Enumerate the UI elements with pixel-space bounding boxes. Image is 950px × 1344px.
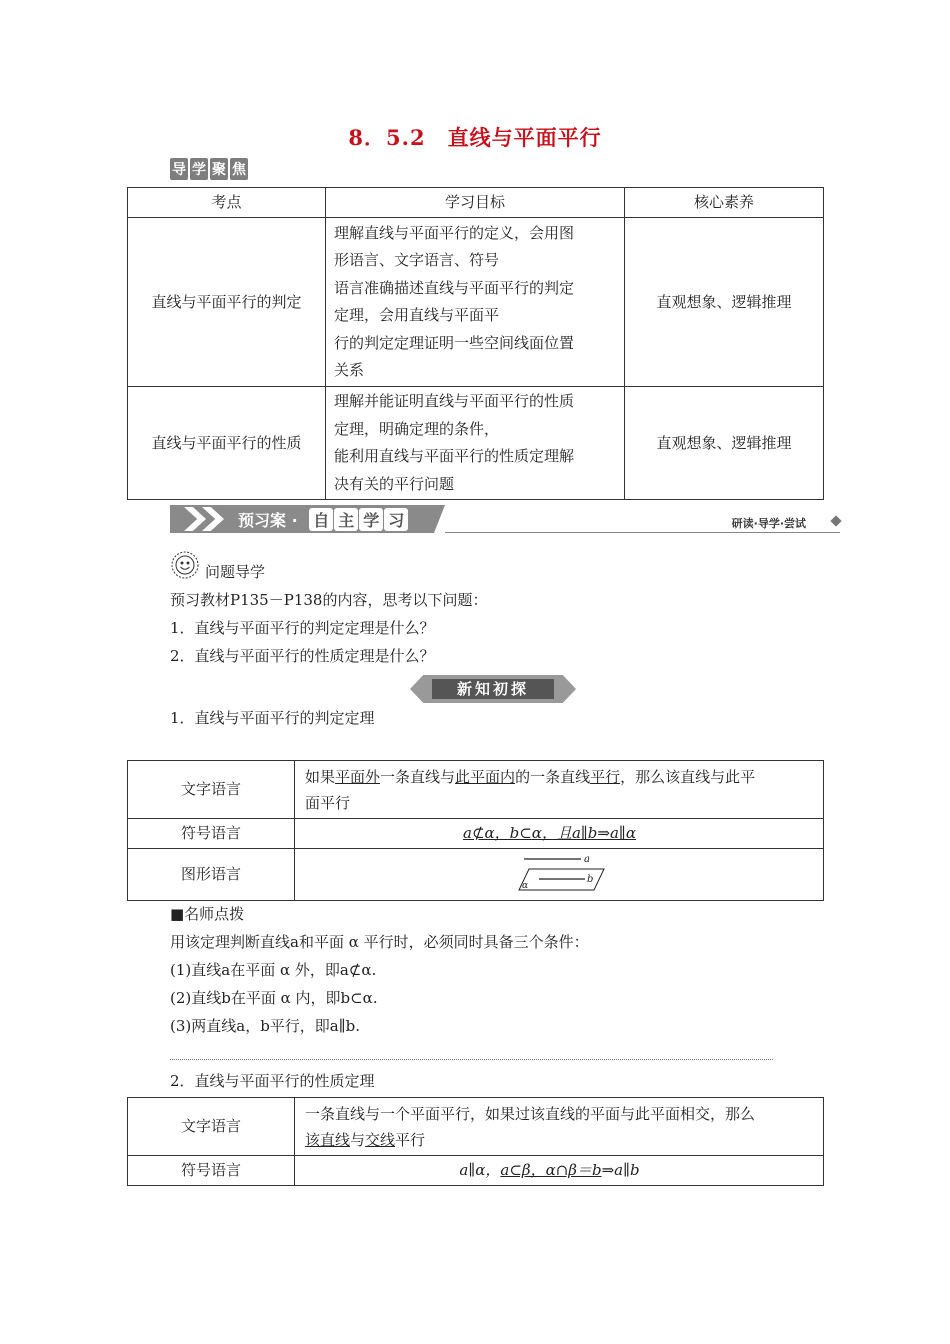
question-2: 2．直线与平面平行的性质定理是什么？ [170,647,435,665]
tips-condition-3: (3)两直线a，b平行，即a∥b. [170,1017,361,1035]
text-language-line2: 该直线与交线平行 [305,1130,426,1149]
figure-language-label: 图形语言 [128,849,295,901]
symbol-language-value: a∥α，a⊂β，α∩β＝b⇒a∥b [295,1156,824,1186]
topic-cell: 直线与平面平行的判定 [128,218,326,387]
goal-line: 理解并能证明直线与平面平行的性质 [334,392,575,410]
badge-char: 聚 [210,158,228,180]
tips-intro: 用该定理判断直线a和平面 α 平行时，必须同时具备三个条件： [170,933,589,951]
question-guide-label: 问题导学 [205,563,266,581]
section-badge [170,158,250,180]
preview-banner [170,503,840,535]
banner-underline [445,532,840,533]
literacy-cell: 直观想象、逻辑推理 [625,387,824,500]
goal-line: 能利用直线与平面平行的性质定理解 [334,447,575,465]
goals-table [127,187,824,500]
header-topic: 考点 [128,188,326,218]
literacy-cell: 直观想象、逻辑推理 [625,218,824,387]
page-title: 8．5.2 直线与平面平行 [348,125,602,150]
goal-line: 决有关的平行问题 [334,474,455,493]
question-guide-intro: 预习教材P135－P138的内容，思考以下问题： [170,591,488,609]
text-language-label: 文字语言 [128,1098,295,1156]
text-language-label: 文字语言 [128,761,295,819]
badge-char: 导 [170,158,188,180]
goal-line: 形语言、文字语言、符号 [334,251,500,269]
smiley-icon [170,550,200,584]
tips-heading: ■名师点拨 [170,905,245,923]
goal-line: 关系 [334,361,365,379]
tips-condition-1: (1)直线a在平面 α 外，即a⊄α. [170,961,377,979]
figure-cell [295,849,824,901]
banner-label: 新知初探 [432,679,554,699]
text-language-cell [295,761,824,819]
symbol-language-label: 符号语言 [128,819,295,849]
header-literacy: 核心素养 [625,188,824,218]
goal-cell [326,387,625,500]
text-language-line2: 面平行 [305,793,351,812]
dotted-divider [170,1059,773,1060]
theorem1-heading: 1．直线与平面平行的判定定理 [170,709,375,727]
text-language-line1: 如果平面外一条直线与此平面内的一条直线平行，那么该直线与此平 [305,767,756,786]
badge-char: 焦 [230,158,248,180]
new-knowledge-banner [410,675,576,703]
symbol-language-label: 符号语言 [128,1156,295,1186]
text-language-line1: 一条直线与一个平面平行，如果过该直线的平面与此平面相交，那么 [305,1104,756,1123]
banner-title: 预习案 · 自 主 学 习 [238,508,408,531]
theorem2-heading: 2．直线与平面平行的性质定理 [170,1072,375,1090]
symbol-language-value: a⊄α，b⊂α，且a∥b⇒a∥α [295,819,824,849]
figure-label-b: b [587,873,594,885]
line-plane-figure [509,852,609,898]
diamond-icon [830,515,841,526]
goal-cell [326,218,625,387]
goal-line: 定理，会用直线与平面平 [334,306,500,324]
goal-line: 理解直线与平面平行的定义，会用图 [334,223,575,242]
theorem1-table [127,760,824,901]
goal-line: 语言准确描述直线与平面平行的判定 [334,278,575,297]
question-1: 1．直线与平面平行的判定定理是什么？ [170,619,435,637]
topic-cell: 直线与平面平行的性质 [128,387,326,500]
theorem2-table [127,1097,824,1186]
figure-label-alpha: α [522,880,529,891]
badge-char: 学 [190,158,208,180]
header-goal: 学习目标 [326,188,625,218]
figure-label-a: a [584,853,590,865]
text-language-cell [295,1098,824,1156]
goal-line: 定理，明确定理的条件， [334,419,500,438]
tips-condition-2: (2)直线b在平面 α 内，即b⊂α. [170,989,378,1007]
goal-line: 行的判定定理证明一些空间线面位置 [334,333,575,352]
banner-subtitle: 研读·导学·尝试 [731,517,806,530]
